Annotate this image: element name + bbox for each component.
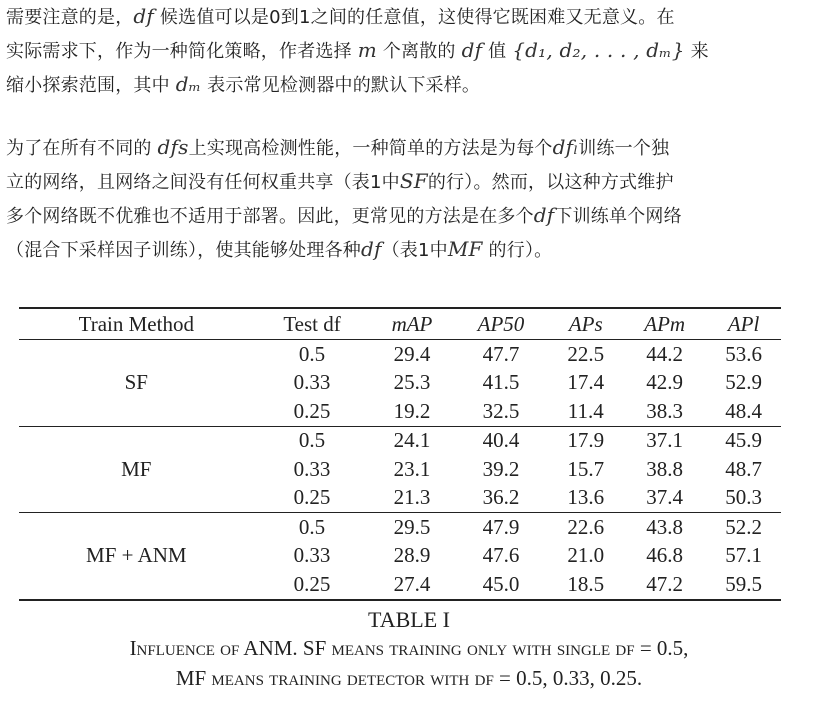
table-cell: 0.5 <box>298 514 326 539</box>
train-method-cell: SF <box>124 370 148 395</box>
table-cell: 42.9 <box>646 370 684 395</box>
table-cell: 41.5 <box>482 370 520 395</box>
paragraph-1-line-3 <box>6 68 806 102</box>
table-body <box>19 340 781 600</box>
table-cell: 0.25 <box>293 398 331 423</box>
text-run: 需要注意的是， <box>6 7 134 28</box>
train-method-cell: MF <box>121 456 152 481</box>
table-cell: 21.0 <box>567 543 605 568</box>
table-cell: 40.4 <box>482 428 520 453</box>
header-apl: APl <box>727 311 760 336</box>
table-cell: 47.6 <box>482 543 520 568</box>
table-cell: 45.0 <box>482 571 520 596</box>
paragraph-1 <box>6 0 806 102</box>
math-inline: {d₁, d₂, . . . , dₘ} <box>512 38 685 62</box>
text-run: 表示常见检测器中的默认下采样。 <box>201 75 481 96</box>
table-cell: 48.4 <box>725 398 762 423</box>
table-cell: 0.5 <box>298 428 326 453</box>
table-cell: 0.33 <box>293 456 331 481</box>
table-cell: 23.1 <box>393 456 431 481</box>
table-cell: 37.1 <box>646 428 684 453</box>
table-cell: 36.2 <box>482 485 520 510</box>
text-run: 实际需求下，作为一种简化策略，作者选择 <box>6 41 358 62</box>
table-cell: 28.9 <box>393 543 431 568</box>
text-run: 值 <box>482 41 513 62</box>
text-run: 上实现高检测性能，一种简单的方法是为每个 <box>188 138 553 159</box>
header-train-method: Train Method <box>78 311 194 336</box>
table-cell: 47.7 <box>482 341 520 366</box>
header-apm: APm <box>644 311 686 336</box>
table <box>19 307 781 601</box>
table-cell: 29.5 <box>393 514 431 539</box>
paragraph-2-line-2 <box>6 165 806 199</box>
table-caption-line-1: Influence of ANM. SF means training only with single df = 0.5, <box>129 636 689 660</box>
text-run: 立的网络，且网络之间没有任何权重共享（表1中 <box>6 172 400 193</box>
text-run: 来 <box>684 41 709 62</box>
paragraph-2-line-1 <box>6 131 806 165</box>
math-inline: dₘ <box>175 72 202 96</box>
header-test-df: Test df <box>283 311 341 336</box>
table-cell: 17.9 <box>567 428 605 453</box>
table-cell: 46.8 <box>646 543 684 568</box>
math-inline: df <box>361 237 382 261</box>
table-caption-line-2: MF means training detector with df = 0.5, 0.33, 0.25. <box>175 666 643 690</box>
table-cell: 38.8 <box>646 456 684 481</box>
math-inline: df <box>461 38 483 62</box>
text-run: （混合下采样因子训练），使其能够处理各种 <box>6 240 361 261</box>
text-run: 为了在所有不同的 <box>6 138 158 159</box>
table-cell: 0.25 <box>293 485 331 510</box>
table-cell: 43.8 <box>646 514 684 539</box>
paragraph-2-line-3 <box>6 199 806 233</box>
table-cell: 44.2 <box>646 341 684 366</box>
table-cell: 27.4 <box>393 571 431 596</box>
text-run: 的行）。然而，以这种方式维护 <box>427 172 674 193</box>
results-table <box>19 307 781 601</box>
header-map: mAP <box>391 311 433 336</box>
table-cell: 29.4 <box>393 341 431 366</box>
math-inline: df <box>133 4 155 28</box>
text-run: 候选值可以是0到1之间的任意值，这使得它既困难又无意义。在 <box>154 7 675 28</box>
paragraph-1-line-1 <box>6 0 806 34</box>
table-cell: 22.6 <box>567 514 605 539</box>
math-inline: dfs <box>157 135 189 159</box>
math-inline: SF <box>399 169 428 193</box>
text-run: 个离散的 <box>376 41 462 62</box>
table-cell: 48.7 <box>725 456 762 481</box>
header-aps: APs <box>568 311 603 336</box>
table-cell: 0.5 <box>298 341 326 366</box>
paragraph-2-line-4 <box>6 233 806 267</box>
table-header-row <box>19 308 781 340</box>
table-cell: 19.2 <box>393 398 431 423</box>
table-cell: 59.5 <box>725 571 762 596</box>
table-cell: 50.3 <box>725 485 762 510</box>
table-row <box>19 426 781 455</box>
table-row <box>19 513 781 542</box>
text-run: 缩小探索范围，其中 <box>6 75 176 96</box>
table-cell: 0.33 <box>293 543 331 568</box>
table-cell: 21.3 <box>393 485 431 510</box>
text-run: 的行）。 <box>482 240 553 261</box>
table-cell: 45.9 <box>725 428 762 453</box>
text-run: 训练一个独 <box>578 138 670 159</box>
table-row <box>19 340 781 369</box>
math-inline: m <box>357 38 377 62</box>
text-run: 多个网络既不优雅也不适用于部署。因此，更常见的方法是在多个 <box>6 206 534 227</box>
table-cell: 13.6 <box>567 485 605 510</box>
table-cell: 37.4 <box>646 485 684 510</box>
paragraph-1-line-2 <box>6 34 806 68</box>
table-cell: 39.2 <box>482 456 520 481</box>
math-inline: dfₗ <box>552 135 579 159</box>
table-cell: 47.9 <box>482 514 520 539</box>
table-cell: 18.5 <box>567 571 605 596</box>
table-cell: 25.3 <box>393 370 431 395</box>
math-inline: MF <box>447 237 483 261</box>
table-cell: 57.1 <box>725 543 762 568</box>
header-ap50: AP50 <box>477 311 525 336</box>
text-run: 下训练单个网络 <box>554 206 682 227</box>
table-cell: 52.2 <box>725 514 762 539</box>
table-cell: 47.2 <box>646 571 684 596</box>
math-inline: df <box>533 203 555 227</box>
table-cell: 0.25 <box>293 571 331 596</box>
table-cell: 24.1 <box>393 428 431 453</box>
table-cell: 11.4 <box>567 398 604 423</box>
table-cell: 17.4 <box>567 370 605 395</box>
paragraph-2 <box>6 131 806 267</box>
table-cell: 22.5 <box>567 341 605 366</box>
table-cell: 52.9 <box>725 370 762 395</box>
text-run: （表1中 <box>381 240 448 261</box>
table-cell: 38.3 <box>646 398 684 423</box>
train-method-cell: MF + ANM <box>86 543 187 568</box>
table-cell: 32.5 <box>482 398 520 423</box>
table-caption-title: TABLE I <box>368 607 450 632</box>
table-cell: 15.7 <box>567 456 605 481</box>
table-cell: 53.6 <box>725 341 762 366</box>
table-cell: 0.33 <box>293 370 331 395</box>
